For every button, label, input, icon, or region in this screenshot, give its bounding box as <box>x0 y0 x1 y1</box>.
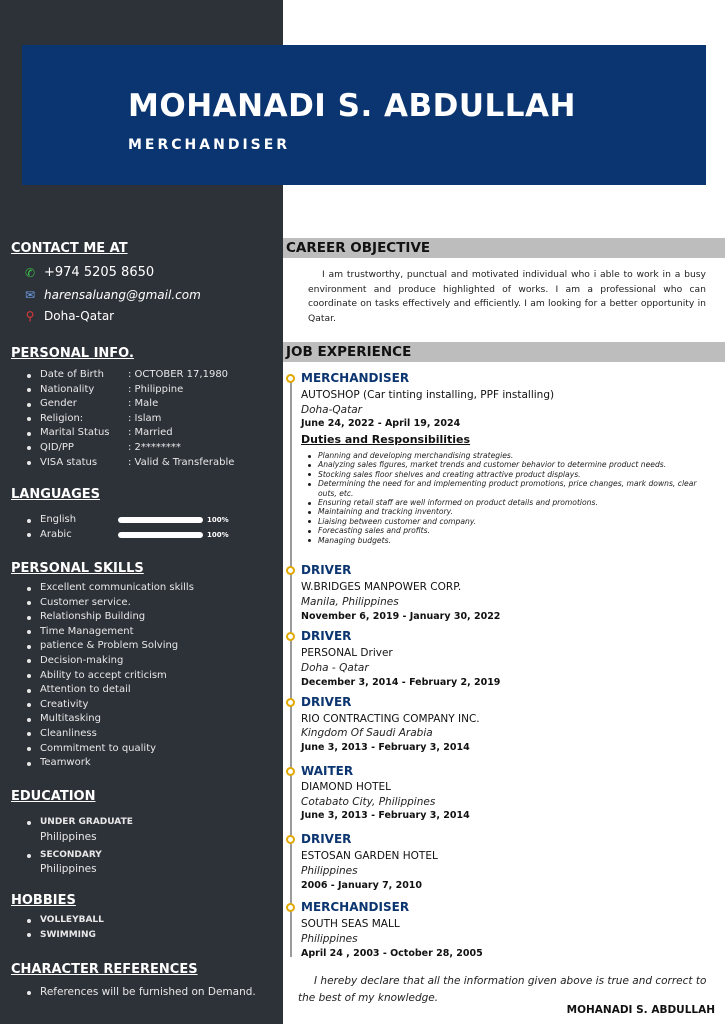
candidate-name: MOHANADI S. ABDULLAH <box>128 88 576 124</box>
skills-list <box>26 581 194 771</box>
job-title: MERCHANDISER <box>301 900 410 914</box>
skills-heading: PERSONAL SKILLS <box>11 561 144 576</box>
list-item: Analyzing sales figures, market trends and customer behavior to determine product needs. <box>306 460 706 469</box>
list-item: Teamwork <box>26 756 194 771</box>
education-place: Philippines <box>40 863 97 875</box>
list-item: Creativity <box>26 698 194 713</box>
duties-list <box>306 451 706 545</box>
education-heading: EDUCATION <box>11 789 96 804</box>
list-item: Planning and developing merchandising strategies. <box>306 451 706 460</box>
list-item: VISA status : Valid & Transferable <box>26 456 234 471</box>
job-company: ESTOSAN GARDEN HOTEL <box>301 850 438 862</box>
language-level-bar <box>118 532 203 538</box>
job-dates: June 3, 2013 - February 3, 2014 <box>301 810 470 821</box>
signature-name: MOHANADI S. ABDULLAH <box>566 1004 715 1016</box>
list-item: SWIMMING <box>26 928 104 943</box>
personal-info-heading: PERSONAL INFO. <box>11 346 134 361</box>
job-title: MERCHANDISER <box>301 371 410 385</box>
job-location: Kingdom Of Saudi Arabia <box>301 727 433 739</box>
job-location: Doha-Qatar <box>301 404 362 416</box>
job-company: SOUTH SEAS MALL <box>301 918 400 930</box>
location-pin-icon: ⚲ <box>25 309 35 323</box>
list-item: SECONDARY <box>26 848 102 863</box>
personal-info-list <box>26 368 234 470</box>
job-experience-heading: JOB EXPERIENCE <box>286 344 412 360</box>
contact-email <box>22 288 201 302</box>
hobbies-list <box>26 913 104 942</box>
list-item: English 100% <box>26 513 229 528</box>
list-item: Commitment to quality <box>26 742 194 757</box>
hobbies-heading: HOBBIES <box>11 893 76 908</box>
list-item: Gender : Male <box>26 397 234 412</box>
timeline-dot <box>286 374 295 383</box>
candidate-role: MERCHANDISER <box>128 137 291 153</box>
location-text: Doha-Qatar <box>44 309 115 323</box>
job-company: RIO CONTRACTING COMPANY INC. <box>301 713 480 725</box>
list-item: Determining the need for and implementing product promotions, price changes, mark downs, clear outs, etc. <box>306 479 706 498</box>
list-item: Stocking sales floor shelves and creating attractive product displays. <box>306 470 706 479</box>
list-item: Arabic 100% <box>26 528 229 543</box>
phone-number: +974 5205 8650 <box>44 265 155 280</box>
timeline-dot <box>286 767 295 776</box>
list-item: patience & Problem Solving <box>26 639 194 654</box>
list-item: Cleanliness <box>26 727 194 742</box>
job-title: DRIVER <box>301 629 352 643</box>
job-dates: December 3, 2014 - February 2, 2019 <box>301 677 501 688</box>
timeline-dot <box>286 903 295 912</box>
duties-heading: Duties and Responsibilities <box>301 433 471 446</box>
career-objective-text: I am trustworthy, punctual and motivated individual who i able to work in a busy environment and produce highlighted of works. I am a professional who can coordinate on tasks effectively and efficiently. I am looking for a better opportunity in Qatar. <box>308 269 706 324</box>
job-location: Philippines <box>301 865 358 877</box>
references-heading: CHARACTER REFERENCES <box>11 962 198 977</box>
job-dates: June 24, 2022 - April 19, 2024 <box>301 418 461 429</box>
language-level-bar <box>118 517 203 523</box>
list-item: Marital Status : Married <box>26 426 234 441</box>
job-company: DIAMOND HOTEL <box>301 781 392 793</box>
list-item: Decision-making <box>26 654 194 669</box>
list-item: Liaising between customer and company. <box>306 517 706 526</box>
phone-icon: ✆ <box>24 265 36 280</box>
list-item: Customer service. <box>26 596 194 611</box>
timeline-dot <box>286 632 295 641</box>
job-location: Cotabato City, Philippines <box>301 796 436 808</box>
list-item: Maintaining and tracking inventory. <box>306 507 706 516</box>
languages-list <box>26 513 229 542</box>
list-item: Ensuring retail staff are well informed on product details and promotions. <box>306 498 706 507</box>
contact-location <box>22 309 114 323</box>
timeline-dot <box>286 698 295 707</box>
job-title: DRIVER <box>301 832 352 846</box>
list-item: Managing budgets. <box>306 536 706 545</box>
list-item: Relationship Building <box>26 610 194 625</box>
list-item: QID/PP : 2******** <box>26 441 234 456</box>
job-dates: 2006 - January 7, 2010 <box>301 880 423 891</box>
list-item: Ability to accept criticism <box>26 669 194 684</box>
job-company: W.BRIDGES MANPOWER CORP. <box>301 581 462 593</box>
job-title: DRIVER <box>301 695 352 709</box>
list-item: Date of Birth : OCTOBER 17,1980 <box>26 368 234 383</box>
contact-heading: CONTACT ME AT <box>11 241 128 256</box>
languages-heading: LANGUAGES <box>11 487 101 502</box>
job-dates: November 6, 2019 - January 30, 2022 <box>301 611 501 622</box>
list-item: UNDER GRADUATE <box>26 815 133 830</box>
career-objective-heading: CAREER OBJECTIVE <box>286 240 431 256</box>
email-address: harensaluang@gmail.com <box>44 288 201 302</box>
job-location: Doha - Qatar <box>301 662 369 674</box>
education-list-2 <box>26 848 102 863</box>
job-location: Manila, Philippines <box>301 596 399 608</box>
timeline-dot <box>286 835 295 844</box>
job-dates: April 24 , 2003 - October 28, 2005 <box>301 948 483 959</box>
job-dates: June 3, 2013 - February 3, 2014 <box>301 742 470 753</box>
list-item: Nationality : Philippine <box>26 383 234 398</box>
job-company: AUTOSHOP (Car tinting installing, PPF installing) <box>301 389 555 401</box>
career-objective-bar <box>283 238 725 258</box>
job-company: PERSONAL Driver <box>301 647 393 659</box>
declaration-text: I hereby declare that all the information given above is true and correct to the best of my knowledge. <box>298 975 707 1004</box>
timeline-dot <box>286 566 295 575</box>
list-item: Time Management <box>26 625 194 640</box>
list-item: Excellent communication skills <box>26 581 194 596</box>
education-place: Philippines <box>40 831 97 843</box>
timeline-line <box>290 374 292 957</box>
job-title: WAITER <box>301 764 354 778</box>
list-item: References will be furnished on Demand. <box>26 985 256 1000</box>
envelope-icon: ✉ <box>24 288 36 302</box>
job-experience-bar <box>283 342 725 362</box>
list-item: Religion: : Islam <box>26 412 234 427</box>
list-item: VOLLEYBALL <box>26 913 104 928</box>
contact-phone <box>22 265 154 280</box>
education-list <box>26 815 133 830</box>
list-item: Forecasting sales and profits. <box>306 526 706 535</box>
list-item: Multitasking <box>26 712 194 727</box>
job-location: Philippines <box>301 933 358 945</box>
list-item: Attention to detail <box>26 683 194 698</box>
references-list <box>26 985 256 1000</box>
job-title: DRIVER <box>301 563 352 577</box>
